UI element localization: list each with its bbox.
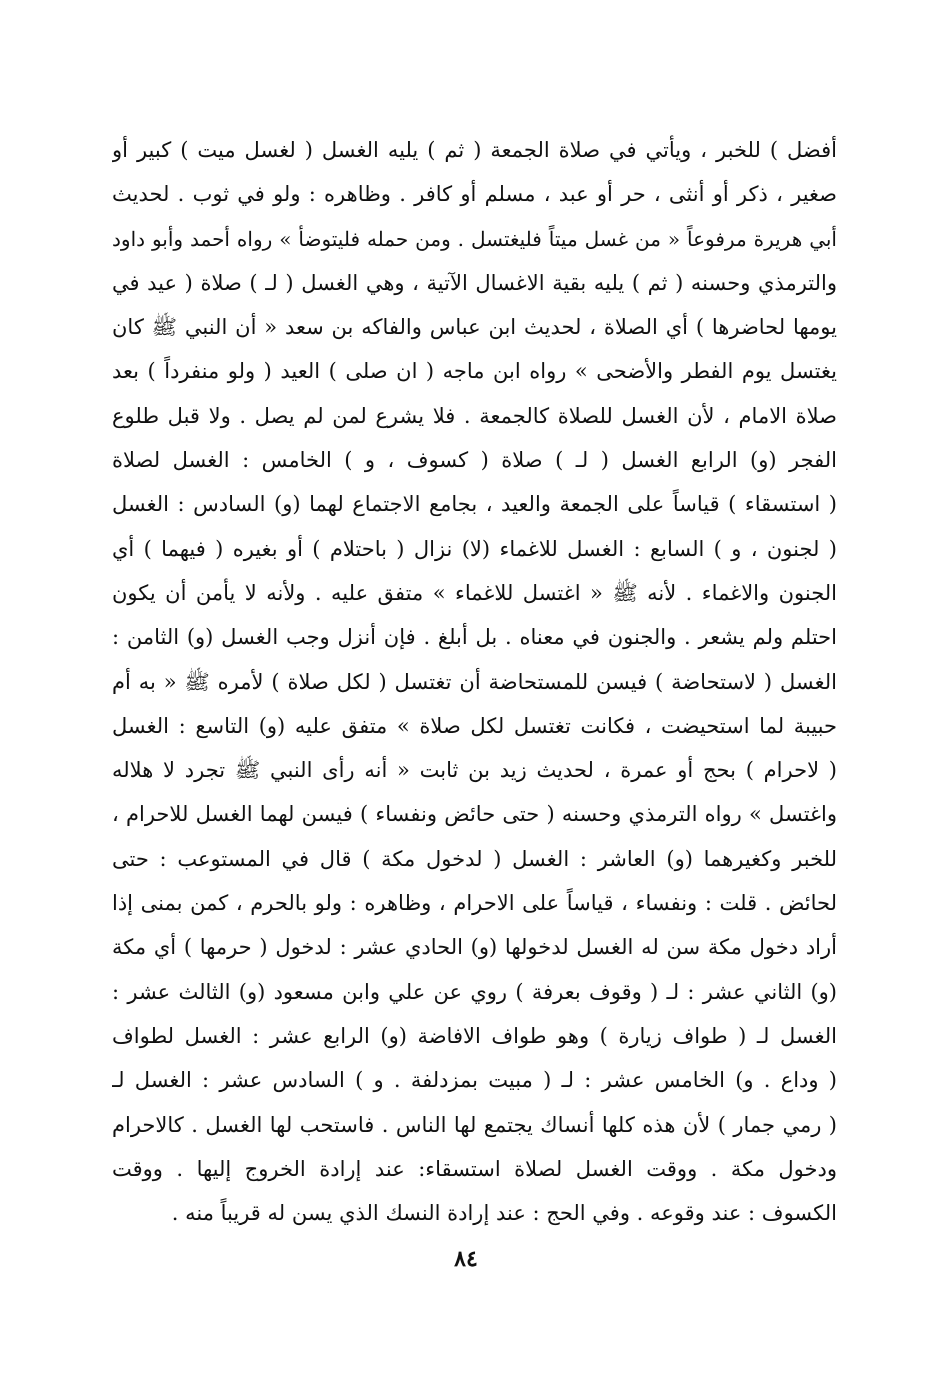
text-line: واغتسل » رواه الترمذي وحسنه ( حتى حائض ونفساء ) فيسن لهما الغسل للاحرام ، [112,802,837,827]
text-line: ودخول مكة . ووقت الغسل لصلاة استسقاء: عند إرادة الخروج إليها . ووقت [112,1156,837,1181]
text-line: احتلم ولم يشعر . والجنون في معناه . بل أبلغ . فإن أنزل وجب الغسل (و) الثامن : [112,625,837,650]
text-line: ( رمي جمار ) لأن هذه كلها أنساك يجتمع لها الناس . فاستحب لها الغسل . كالاحرام [112,1112,837,1137]
text-line: أبي هريرة مرفوعاً « من غسل ميتاً فليغتسل . ومن حمله فليتوضأ » رواه أحمد وأبو داود [112,226,837,251]
body-text [112,128,837,1235]
text-line: حبيبة لما استحيضت ، فكانت تغتسل لكل صلاة » متفق عليه (و) التاسع : الغسل [112,713,837,738]
text-line: يغتسل يوم الفطر والأضحى » رواه ابن ماجه ( ان صلى ) العيد ( ولو منفرداً ) بعد [112,359,837,384]
text-line: يومها لحاضرها ) أي الصلاة ، لحديث ابن عباس والفاكه بن سعد « أن النبي ﷺ كان [112,315,837,340]
text-line-last: الكسوف : عند وقوعه . وفي الحج : عند إرادة النسك الذي يسن له قريباً منه . [171,1201,837,1226]
page-number: ٨٤ [454,1246,478,1272]
text-line: ( وداع . و) الخامس عشر : لـ ( مبيت بمزدلفة . و ) السادس عشر : الغسل لـ [112,1068,837,1093]
text-line: صلاة الامام ، لأن الغسل للصلاة كالجمعة . فلا يشرع لمن لم يصل . ولا قبل طلوع [112,403,837,428]
text-line: صغير ، ذكر أو أنثى ، حر أو عبد ، مسلم أو كافر . وظاهره : ولو في ثوب . لحديث [112,182,837,207]
text-line: أفضل ) للخبر ، ويأتي في صلاة الجمعة ( ثم ) يليه الغسل ( لغسل ميت ) كبير أو [112,138,837,162]
text-line: الغسل ( لاستحاضة ) فيسن للمستحاضة أن تغتسل ( لكل صلاة ) لأمره ﷺ « به أم [112,669,837,694]
text-line: أراد دخول مكة سن له الغسل لدخولها (و) الحادي عشر : لدخول ( حرمها ) أي مكة [112,935,837,960]
text-line: للخبر وكغيرهما (و) العاشر : الغسل ( لدخول مكة ) قال في المستوعب : حتى [112,846,837,871]
text-line: الفجر (و) الرابع الغسل ( لـ ) صلاة ( كسوف ، و ) الخامس : الغسل لصلاة [112,448,837,473]
text-line: (و) الثاني عشر : لـ ( وقوف بعرفة ) روي عن علي وابن مسعود (و) الثالث عشر : [112,979,837,1004]
text-line: الجنون والاغماء . لأنه ﷺ « اغتسل للاغماء » متفق عليه . ولأنه لا يأمن أن يكون [112,580,837,605]
text-line: ( لجنون ، و ) السابع : الغسل للاغماء (لا) نزال ( باحتلام ) أو بغيره ( فيهما ) أي [112,536,837,561]
text-line: لحائض . قلت : ونفساء ، قياساً على الاحرام ، وظاهره : ولو بالحرم ، كمن بمنى إذا [112,891,837,916]
text-line: ( استسقاء ) قياساً على الجمعة والعيد ، بجامع الاجتماع لهما (و) السادس : الغسل [112,492,837,517]
text-line: الغسل لـ ( طواف زيارة ) وهو طواف الافاضة (و) الرابع عشر : الغسل لطواف [112,1023,837,1048]
text-line: والترمذي وحسنه ( ثم ) يليه بقية الاغسال الآتية ، وهي الغسل ( لـ ) صلاة ( عيد في [112,270,837,295]
text-line: ( لاحرام ) بحج أو عمرة ، لحديث زيد بن ثابت « أنه رأى النبي ﷺ تجرد لا هلاله [112,758,837,783]
